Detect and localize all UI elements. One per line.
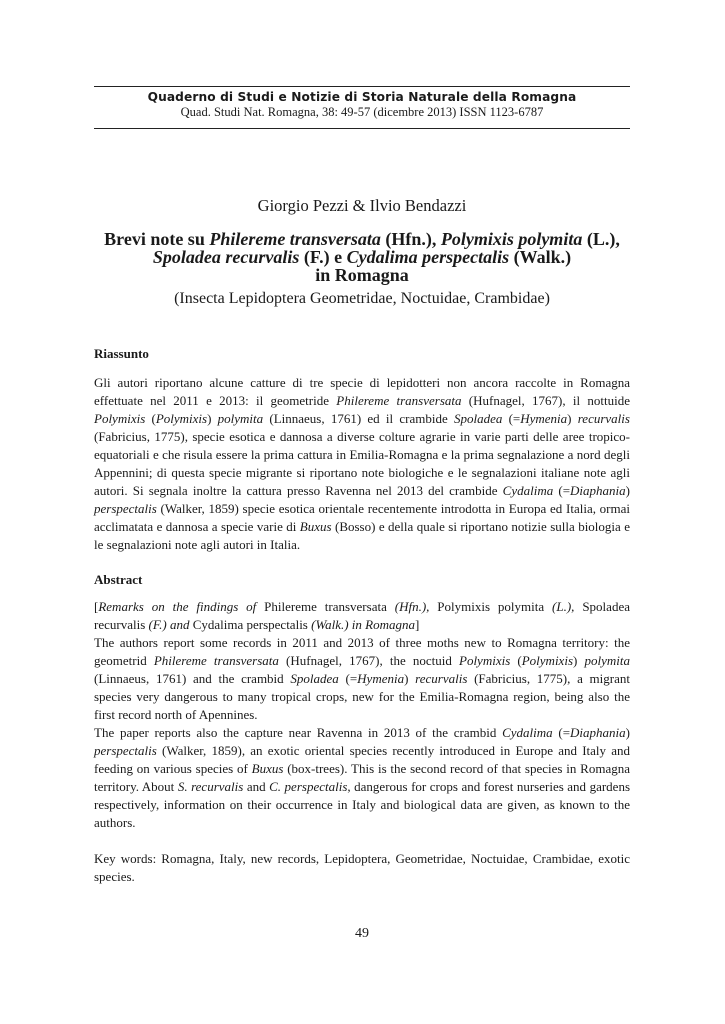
article-subtitle: (Insecta Lepidoptera Geometridae, Noctuidae, Crambidae) [174,290,550,307]
species-name: Spoladea [453,411,503,426]
text-run: ( [510,653,522,668]
text-run: (Fabricius, 1775), a migrant species very dangerous to many tropical crops, new for the Emilia-Romagna region, being also the first record north of Apennines. [94,671,630,722]
species-name: Cydalima perspectalis [189,617,312,632]
species-name: Phileremе transversata [336,393,462,408]
text-run: (Walker, 1859) specie esotica orientale recentemente introdotta in Europa ed Italia, ormai acclimatata e dannosa a specie varie di [94,501,630,534]
species-name: Hymenia [520,411,568,426]
title-text: Brevi note su [104,229,210,249]
abstract-paragraph-1 [94,634,630,724]
text-run: ) [567,411,578,426]
species-name: Spoladea [290,671,339,686]
text-run: (Hufnagel, 1767), the noctuid [278,653,459,668]
species-name: S. recurvalis [177,779,244,794]
abstract-title-line [94,598,630,634]
title-text: (L.), [582,229,620,249]
text-run: [ [94,599,99,614]
title-text: (Hfn.), [380,229,441,249]
riassunto-paragraph [94,374,630,554]
species-name: perspectalis [94,501,157,516]
text-run: (Hfn.), [394,599,430,614]
keywords: Key words: Romagna, Italy, new records, Lepidoptera, Geometridae, Noctuidae, Crambidae, exotic species. [94,851,630,884]
text-run: , dangerous for crops and forest nurseries and gardens respectively, information on their occurrence in Italy and biological data are given, as known to the authors. [94,779,630,830]
abstract-heading: Abstract [94,572,143,587]
text-run: (= [502,411,521,426]
text-run: (Linnaeus, 1761) ed il crambide [263,411,454,426]
header-bottom-rule [94,128,630,129]
text-run: ) [625,725,630,740]
species-name: Diaphania [570,725,626,740]
species-name: Buxus [299,519,332,534]
title-text: (Walk.) [509,247,572,267]
text-run: (Fabricius, 1775), specie esotica e dannosa a diverse colture agrarie in varie parti delle aree tropico-equatoriali e che risula essere la prima cattura in Emilia-Romagna e la prima segnalazione a nord degli Appennini; di questa specie migrante si riportano note biologiche e le segnalazioni italiane note agli autori. Si segnala inoltre la cattura presso Ravenna nel 2013 del crambide [94,429,630,498]
text-run: The authors report some records in 2011 and 2013 of three moths new to Romagna territory: the geometrid [94,635,630,668]
page-number: 49 [355,926,369,941]
riassunto-heading: Riassunto [94,346,149,361]
text-run: ( [145,411,156,426]
article-title [94,230,630,284]
text-run: and [243,779,270,794]
species-name: recurvalis [415,671,468,686]
title-species: Polymixis polymita [440,229,583,249]
abstract-paragraph-2 [94,724,630,832]
species-name: Spoladea recurvalis [94,599,630,632]
text-run: ) [625,483,630,498]
species-name: Buxus [251,761,284,776]
species-name: Polymixis [94,411,146,426]
text-run: ) [573,653,585,668]
species-name: Diaphania [570,483,626,498]
text-run: (Walk.) in Romagna [311,617,415,632]
text-run: ] [415,617,420,632]
species-name: Polymixis polymita [429,599,553,614]
title-text: (F.) e [299,247,347,267]
title-species: Cydalima perspectalis [346,247,510,267]
text-run: (box-trees). This is the second record of that species in Romagna territory. About [94,761,630,794]
title-species: Phileremе transversata [209,229,381,249]
text-run: (= [338,671,358,686]
journal-title: Quaderno di Studi e Notizie di Storia Naturale della Romagna [147,90,577,104]
journal-header [94,90,630,120]
species-name: Phileremе transversata [153,653,279,668]
species-name: recurvalis [577,411,630,426]
text-run: (= [553,483,571,498]
species-name: Polymixis [521,653,573,668]
text-run: Gli autori riportano alcune catture di tre specie di lepidotteri non ancora raccolte in Romagna effettuate nel 2011 e 2013: il geometride [94,375,630,408]
species-name: Cydalima [502,483,554,498]
species-name: Phileremе transversata [264,599,395,614]
text-run: (Linnaeus, 1761) and the crambid [94,671,291,686]
text-run: (F.) and [148,617,190,632]
species-name: polymita [584,653,630,668]
header-top-rule [94,86,630,87]
abstract-paragraphs [94,598,630,832]
species-name: polymita [217,411,264,426]
title-species: Spoladea recurvalis [152,247,300,267]
species-name: Hymenia [357,671,405,686]
species-name: Polymixis [155,411,208,426]
text-run: ) [404,671,416,686]
text-run: The paper reports also the capture near Ravenna in 2013 of the crambid [94,725,503,740]
authors: Giorgio Pezzi & Ilvio Bendazzi [257,196,467,215]
journal-citation: Quad. Studi Nat. Romagna, 38: 49-57 (dicembre 2013) ISSN 1123-6787 [180,105,544,119]
species-name: perspectalis [94,743,157,758]
species-name: Polymixis [459,653,511,668]
text-run: (Hufnagel, 1767), il nottuide [461,393,630,408]
text-run: Remarks on the findings of [98,599,265,614]
species-name: Cydalima [502,725,553,740]
title-text: in Romagna [315,265,409,285]
text-run: (L.), [552,599,575,614]
text-run: (= [552,725,571,740]
species-name: C. perspectalis [269,779,348,794]
text-run: (Bosso) e della quale si riportano notizie sulla biologia e le segnalazioni note agli autori in Italia. [94,519,630,552]
text-run: ) [207,411,218,426]
text-run: (Walker, 1859), an exotic oriental species recently introduced in Europe and Italy and feeding on various species of [94,743,630,776]
